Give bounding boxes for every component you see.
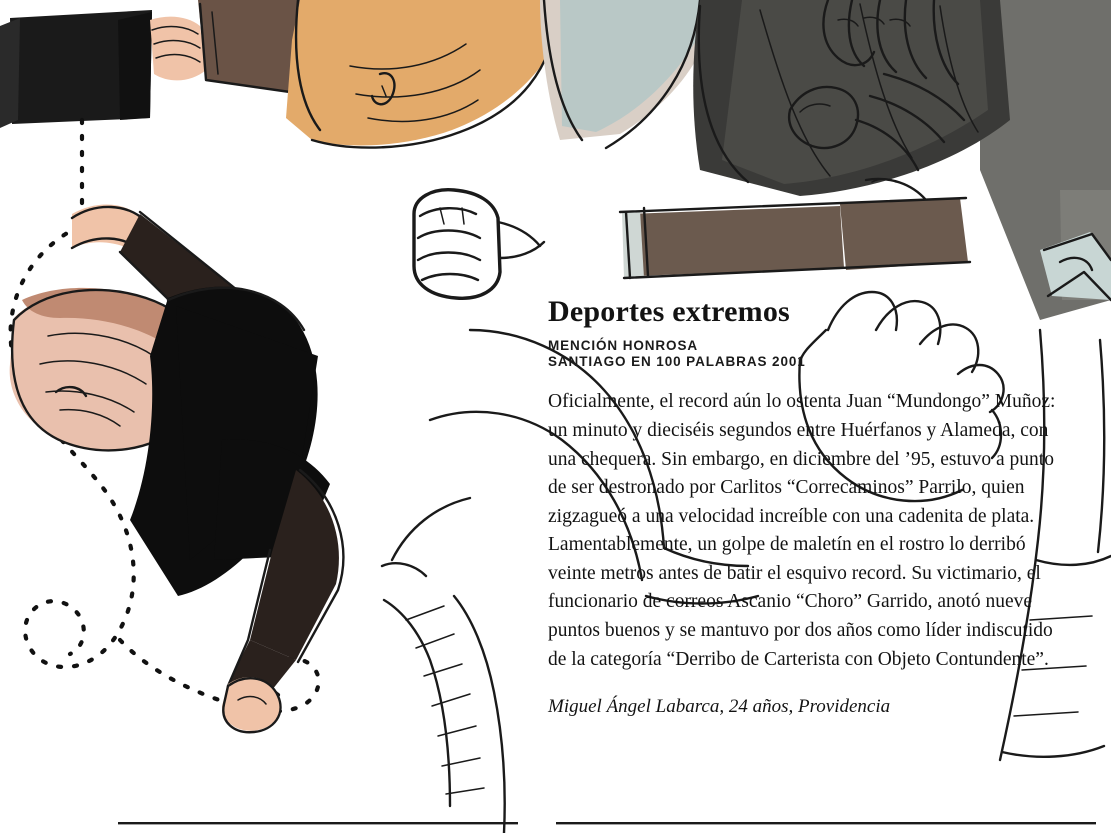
story-block bbox=[548, 296, 1060, 718]
foot-rules bbox=[118, 822, 1096, 824]
victim-figure bbox=[10, 204, 344, 732]
story-title: Deportes extremos bbox=[548, 295, 790, 328]
fist-and-sleeve bbox=[414, 190, 970, 299]
award-line-1: MENCIÓN HONROSA bbox=[548, 337, 699, 353]
award-kicker bbox=[548, 338, 1060, 371]
briefcase-and-arm bbox=[0, 0, 330, 128]
story-body: Oficialmente, el record aún lo ostenta Juan “Mundongo” Muñoz: un minuto y dieciséis segundos entre Huérfanos y Alameda, con una chequera. Sin embargo, en diciembre del ’95, estuvo a punto de ser destronado por Carlitos “Correcaminos” Parrilo, quien zigzagueó a una velocidad increíble con una cadenita de plata. Lamentablemente, un golpe de maletín en el rostro lo derribó veinte metros antes de batir el esquivo record. Su victimario, el funcionario de correos Ascanio “Choro” Garrido, anotó nueve puntos buenos y se mantuvo por dos años como líder indiscutido de la categoría “Derribo de Carterista con Objeto Contundente”. bbox=[548, 391, 1056, 670]
award-line-2: SANTIAGO EN 100 PALABRAS 2001 bbox=[548, 353, 806, 369]
story-author: Miguel Ángel Labarca, 24 años, Providencia bbox=[548, 696, 891, 718]
assailant-figure bbox=[286, 0, 1010, 196]
